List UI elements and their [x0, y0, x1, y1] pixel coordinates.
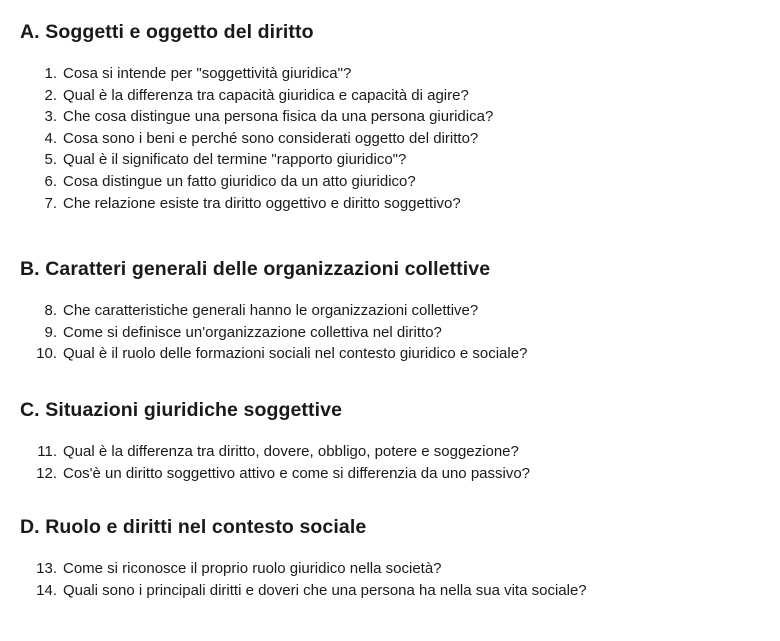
section-d	[20, 515, 760, 601]
question-text: Come si riconosce il proprio ruolo giuridico nella società?	[63, 560, 442, 577]
question-number: 8.	[44, 302, 57, 319]
list-item	[34, 106, 760, 128]
list-item	[34, 322, 760, 344]
question-text: Che caratteristiche generali hanno le organizzazioni collettive?	[63, 302, 479, 319]
section-c	[20, 398, 760, 484]
question-text: Cos'è un diritto soggettivo attivo e come si differenzia da uno passivo?	[63, 464, 531, 482]
question-number: 9.	[44, 323, 57, 341]
section-title: A. Soggetti e oggetto del diritto	[20, 21, 314, 43]
section-title: D. Ruolo e diritti nel contesto sociale	[20, 516, 367, 538]
question-number: 7.	[44, 194, 57, 212]
question-text: Che cosa distingue una persona fisica da una persona giuridica?	[63, 108, 494, 126]
list-item	[34, 149, 760, 171]
question-text: Quali sono i principali diritti e doveri che una persona ha nella sua vita sociale?	[63, 581, 587, 599]
question-text: Come si definisce un'organizzazione collettiva nel diritto?	[63, 323, 442, 341]
question-number: 3.	[44, 108, 57, 126]
question-text: Cosa sono i beni e perché sono considerati oggetto del diritto?	[63, 129, 479, 147]
list-item	[26, 441, 760, 463]
question-list	[34, 300, 760, 365]
question-number: 1.	[44, 65, 57, 82]
question-number: 13.	[36, 560, 57, 577]
list-item	[34, 128, 760, 150]
question-number: 4.	[44, 129, 57, 147]
section-b	[20, 257, 760, 365]
question-text: Cosa si intende per "soggettività giuridica"?	[63, 65, 352, 82]
question-number: 12.	[36, 464, 57, 482]
section-title: B. Caratteri generali delle organizzazioni collettive	[20, 258, 491, 280]
list-item	[34, 85, 760, 107]
question-list	[26, 558, 760, 601]
question-number: 2.	[44, 86, 57, 104]
question-text: Qual è il significato del termine "rapporto giuridico"?	[63, 151, 407, 169]
section-title: C. Situazioni giuridiche soggettive	[20, 399, 343, 421]
question-list	[26, 441, 760, 484]
list-item	[34, 171, 760, 193]
question-number: 14.	[36, 581, 57, 599]
question-text: Che relazione esiste tra diritto oggettivo e diritto soggettivo?	[63, 194, 461, 212]
list-item	[26, 558, 760, 580]
list-item	[34, 63, 760, 85]
section-a	[20, 20, 760, 214]
list-item	[26, 463, 760, 485]
list-item	[34, 193, 760, 215]
list-item	[34, 300, 760, 322]
question-text: Qual è la differenza tra capacità giuridica e capacità di agire?	[63, 86, 469, 104]
question-number: 11.	[37, 443, 57, 460]
question-text: Cosa distingue un fatto giuridico da un atto giuridico?	[63, 172, 416, 190]
question-number: 6.	[44, 172, 57, 190]
question-number: 10.	[36, 345, 57, 363]
question-text: Qual è la differenza tra diritto, dovere, obbligo, potere e soggezione?	[63, 443, 519, 460]
question-number: 5.	[44, 151, 57, 169]
question-list	[34, 63, 760, 214]
question-text: Qual è il ruolo delle formazioni sociali nel contesto giuridico e sociale?	[63, 345, 528, 363]
list-item	[34, 343, 760, 365]
list-item	[26, 580, 760, 602]
